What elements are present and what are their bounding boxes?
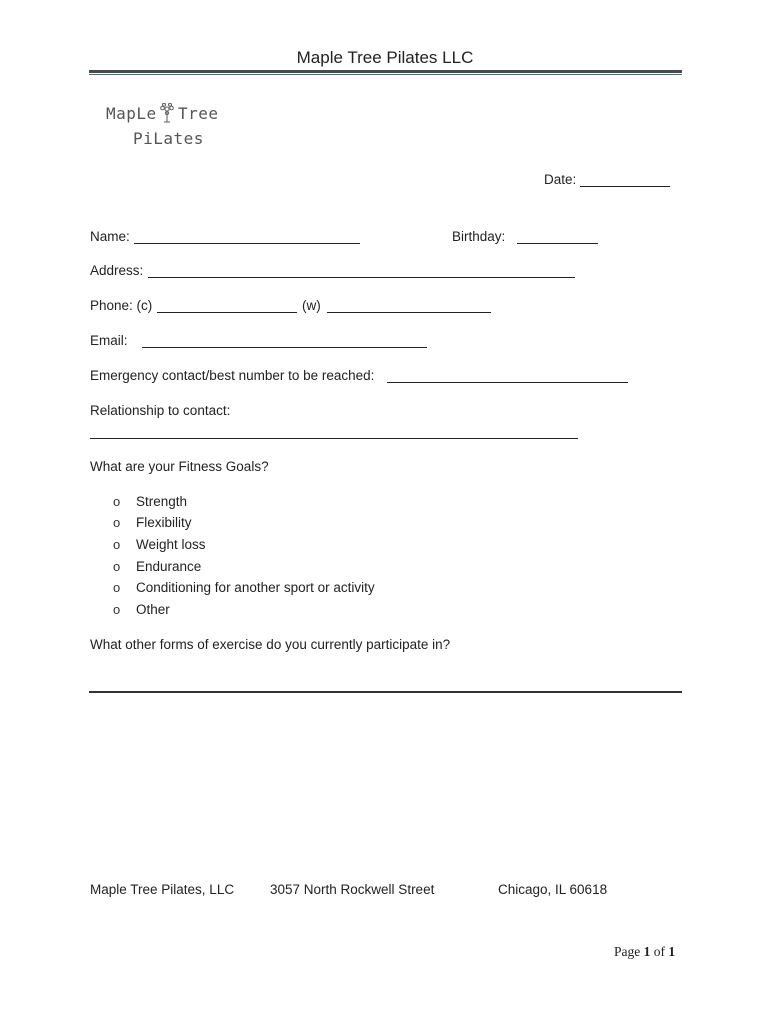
page-total: 1 [668,944,676,959]
page-of: of [653,944,665,959]
address-field[interactable] [148,277,575,278]
relationship-field[interactable] [90,438,578,439]
email-label: Email: [90,333,128,348]
goal-strength: Strength [136,494,188,509]
fitness-goals-question: What are your Fitness Goals? [90,459,269,474]
goal-flexibility: Flexibility [136,515,192,530]
footer-city: Chicago, IL 60618 [498,882,608,897]
header-rule-accent [89,74,682,75]
address-label: Address: [90,263,144,278]
goal-bullet[interactable]: o [113,515,121,530]
goal-bullet[interactable]: o [113,602,121,617]
goal-conditioning: Conditioning for another sport or activity [136,580,375,595]
relationship-label: Relationship to contact: [90,403,231,418]
phone-work-label: (w) [302,298,321,313]
logo [106,104,226,152]
header-rule [89,70,682,73]
footer-company: Maple Tree Pilates, LLC [90,882,235,897]
goal-bullet[interactable]: o [113,494,121,509]
goal-bullet[interactable]: o [113,559,121,574]
emergency-contact-label: Emergency contact/best number to be reached: [90,368,375,383]
page-prefix: Page [614,944,641,959]
birthday-label: Birthday: [452,229,506,244]
footer-street: 3057 North Rockwell Street [270,882,435,897]
logo-text-tree: Tree [178,104,219,123]
name-label: Name: [90,229,130,244]
document-title: Maple Tree Pilates LLC [296,48,474,67]
tree-icon [158,103,176,123]
exercise-question: What other forms of exercise do you currently participate in? [90,637,451,652]
page-current: 1 [643,944,651,959]
logo-text-maple: MapLe [106,104,157,123]
phone-cell-label: Phone: (c) [90,298,153,313]
goal-bullet[interactable]: o [113,580,121,595]
email-field[interactable] [142,347,427,348]
emergency-contact-field[interactable] [387,382,628,383]
goal-weight-loss: Weight loss [136,537,206,552]
logo-text-pilates: PiLates [133,129,204,148]
birthday-field[interactable] [517,243,598,244]
name-field[interactable] [134,243,360,244]
phone-work-field[interactable] [327,312,491,313]
date-label: Date: [544,172,577,187]
date-field[interactable] [580,186,670,187]
exercise-answer-line[interactable] [89,691,682,693]
phone-cell-field[interactable] [157,312,297,313]
goal-endurance: Endurance [136,559,202,574]
page-number [614,944,675,960]
goal-bullet[interactable]: o [113,537,121,552]
goal-other: Other [136,602,170,617]
